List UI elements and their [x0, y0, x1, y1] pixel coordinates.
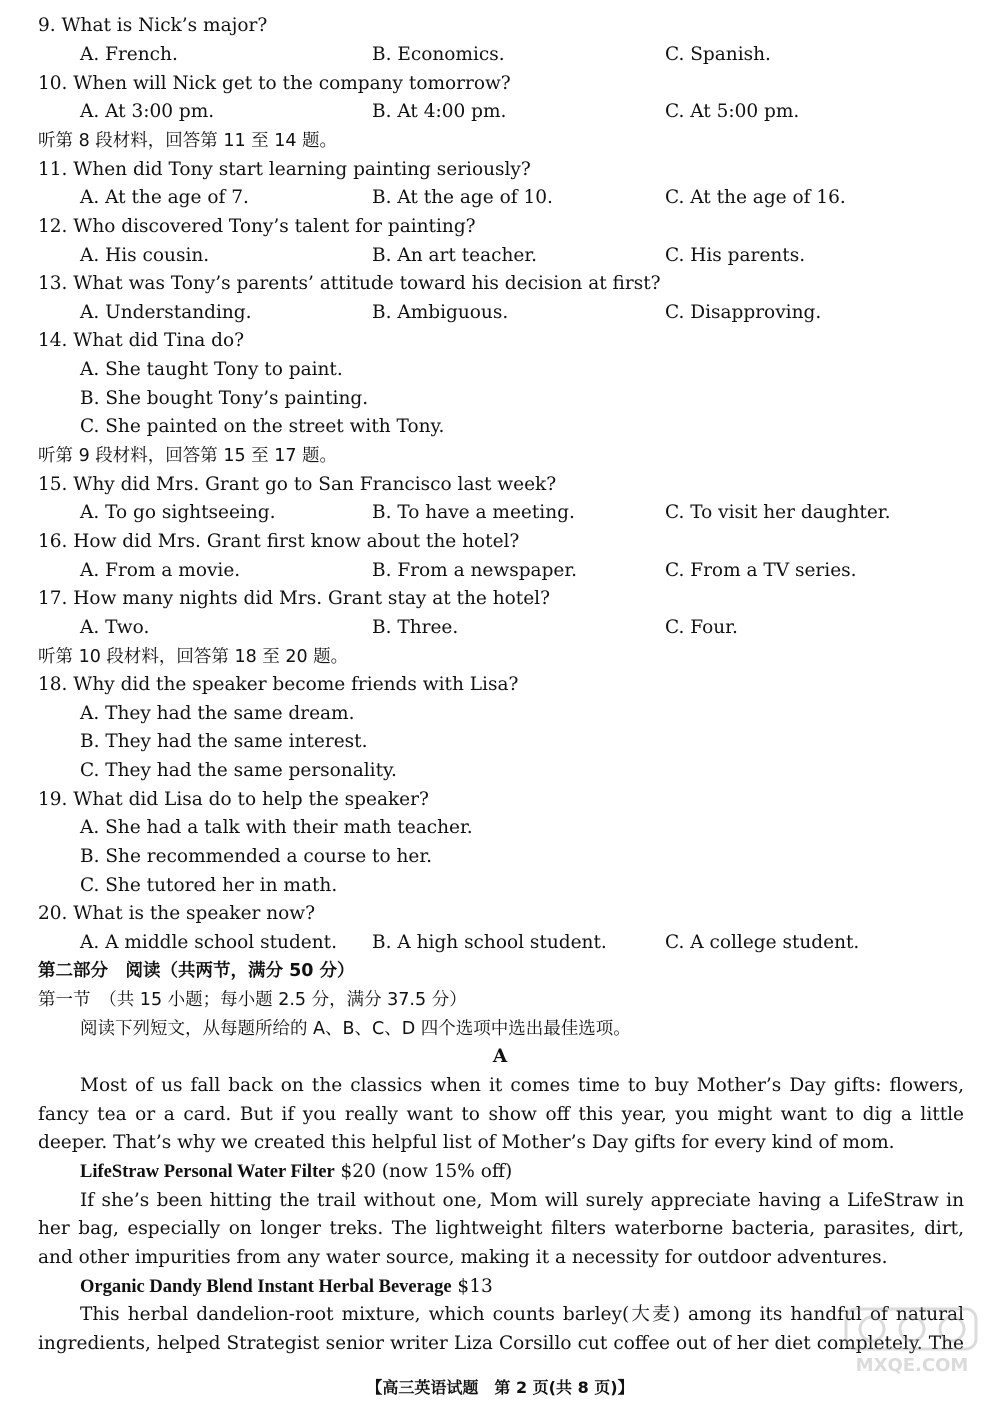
options-11 — [38, 184, 978, 213]
option-c: C. Disapproving. — [665, 302, 822, 323]
option-c: C. A college student. — [665, 932, 860, 953]
passage-line: ingredients, helped Strategist senior writer Liza Corsillo cut coffee out of her diet completely. The — [38, 1333, 964, 1354]
options-9 — [38, 41, 978, 70]
option-a: A. French. — [80, 44, 178, 65]
passage-line: This herbal dandelion-root mixture, which counts barley(大麦) among its handful of natural — [80, 1304, 964, 1325]
option-18-c: C. They had the same personality. — [80, 760, 397, 781]
watermark-text: MXQE.COM — [855, 1355, 969, 1376]
option-c: C. Four. — [665, 617, 738, 638]
options-10 — [38, 98, 978, 127]
page-footer: 【高三英语试题 第 2 页(共 8 页)】 — [366, 1378, 634, 1397]
option-19-a: A. She had a talk with their math teacher. — [80, 817, 473, 838]
section-8-instruction: 听第 8 段材料，回答第 11 至 14 题。 — [38, 131, 338, 151]
item-1-name: LifeStraw Personal Water Filter — [80, 1162, 335, 1182]
question-20: 20. What is the speaker now? — [38, 903, 316, 924]
option-b: B. From a newspaper. — [372, 560, 578, 581]
option-14-c: C. She painted on the street with Tony. — [80, 416, 445, 437]
options-13 — [38, 299, 978, 328]
item-1-heading — [80, 1158, 512, 1187]
options-16 — [38, 557, 978, 586]
option-b: B. At 4:00 pm. — [372, 101, 507, 122]
question-14: 14. What did Tina do? — [38, 330, 245, 351]
option-14-a: A. She taught Tony to paint. — [80, 359, 343, 380]
section-one-heading: 第一节 （共 15 小题；每小题 2.5 分，满分 37.5 分） — [38, 990, 467, 1010]
option-c: C. From a TV series. — [665, 560, 857, 581]
options-15 — [38, 499, 978, 528]
option-a: A. At 3:00 pm. — [80, 101, 215, 122]
option-c: C. At 5:00 pm. — [665, 101, 800, 122]
option-b: B. An art teacher. — [372, 245, 538, 266]
item-2-price: $13 — [451, 1276, 493, 1297]
question-19: 19. What did Lisa do to help the speaker? — [38, 789, 429, 810]
option-c: C. To visit her daughter. — [665, 502, 891, 523]
passage-line: her bag, especially on longer treks. The lightweight filters waterborne bacteria, parasites, dirt, — [38, 1218, 964, 1239]
options-12 — [38, 242, 978, 271]
passage-title: A — [492, 1046, 508, 1067]
option-b: B. At the age of 10. — [372, 187, 553, 208]
item-2-heading — [80, 1273, 493, 1302]
question-18: 18. Why did the speaker become friends with Lisa? — [38, 674, 519, 695]
section-9-instruction: 听第 9 段材料，回答第 15 至 17 题。 — [38, 446, 338, 466]
option-18-b: B. They had the same interest. — [80, 731, 368, 752]
option-14-b: B. She bought Tony’s painting. — [80, 388, 369, 409]
option-c: C. His parents. — [665, 245, 806, 266]
option-18-a: A. They had the same dream. — [80, 703, 355, 724]
option-b: B. Ambiguous. — [372, 302, 509, 323]
option-b: B. To have a meeting. — [372, 502, 575, 523]
option-a: A. His cousin. — [80, 245, 210, 266]
passage-line: deeper. That’s why we created this helpful list of Mother’s Day gifts for every kind of mom. — [38, 1132, 895, 1153]
passage-line: fancy tea or a card. But if you really want to show off this year, you might want to dig a little — [38, 1104, 964, 1125]
option-c: C. At the age of 16. — [665, 187, 846, 208]
options-20 — [38, 929, 978, 958]
reading-instruction: 阅读下列短文，从每题所给的 A、B、C、D 四个选项中选出最佳选项。 — [80, 1019, 631, 1039]
question-12: 12. Who discovered Tony’s talent for painting? — [38, 216, 476, 237]
part-two-heading: 第二部分 阅读（共两节，满分 50 分） — [38, 961, 355, 981]
question-10: 10. When will Nick get to the company tomorrow? — [38, 73, 511, 94]
watermark-logo — [842, 1305, 982, 1377]
item-1-price: $20 (now 15% off) — [334, 1161, 513, 1182]
option-b: B. Three. — [372, 617, 459, 638]
option-a: A. At the age of 7. — [80, 187, 249, 208]
option-a: A. Understanding. — [80, 302, 252, 323]
options-17 — [38, 614, 978, 643]
option-19-b: B. She recommended a course to her. — [80, 846, 433, 867]
section-10-instruction: 听第 10 段材料，回答第 18 至 20 题。 — [38, 647, 349, 667]
question-11: 11. When did Tony start learning painting seriously? — [38, 159, 531, 180]
question-16: 16. How did Mrs. Grant first know about the hotel? — [38, 531, 520, 552]
question-13: 13. What was Tony’s parents’ attitude toward his decision at first? — [38, 273, 661, 294]
option-a: A. From a movie. — [80, 560, 241, 581]
option-b: B. Economics. — [372, 44, 505, 65]
passage-line: If she’s been hitting the trail without one, Mom will surely appreciate having a LifeStraw in — [80, 1190, 964, 1211]
option-a: A. A middle school student. — [80, 932, 337, 953]
option-b: B. A high school student. — [372, 932, 607, 953]
option-c: C. Spanish. — [665, 44, 771, 65]
question-17: 17. How many nights did Mrs. Grant stay at the hotel? — [38, 588, 550, 609]
passage-line: Most of us fall back on the classics when it comes time to buy Mother’s Day gifts: flowers, — [80, 1075, 964, 1096]
option-19-c: C. She tutored her in math. — [80, 875, 338, 896]
item-2-name: Organic Dandy Blend Instant Herbal Beverage — [80, 1277, 452, 1297]
option-a: A. Two. — [80, 617, 150, 638]
option-a: A. To go sightseeing. — [80, 502, 276, 523]
passage-line: and other impurities from any water source, making it a necessity for outdoor adventures. — [38, 1247, 888, 1268]
question-9: 9. What is Nick’s major? — [38, 15, 268, 36]
question-15: 15. Why did Mrs. Grant go to San Francisco last week? — [38, 474, 557, 495]
